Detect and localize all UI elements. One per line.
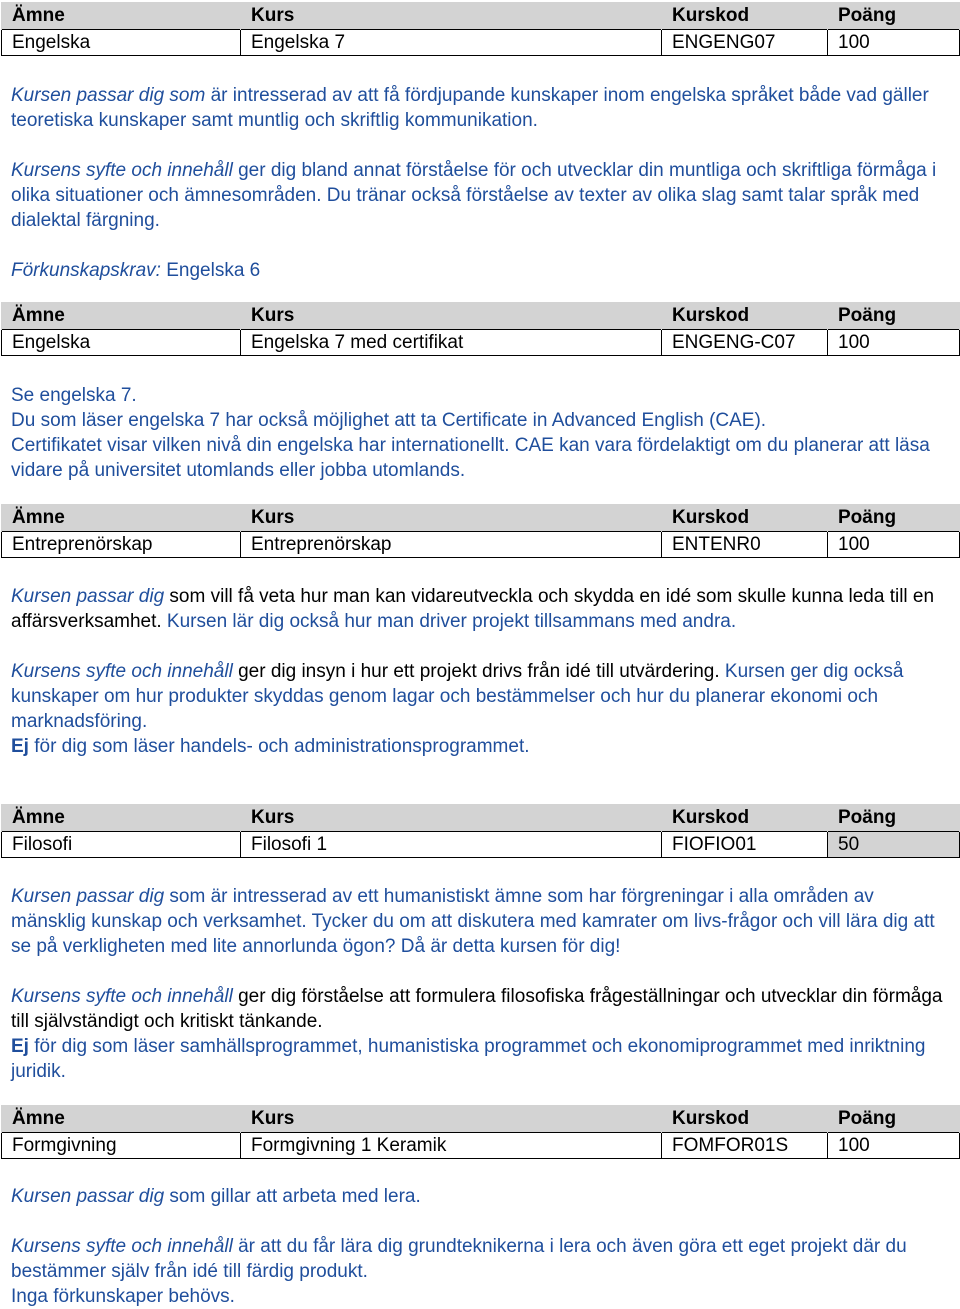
cell-course: Entreprenörskap xyxy=(241,532,662,558)
course-section-engelska-7-certifikat xyxy=(0,302,960,483)
paragraph-see xyxy=(11,383,950,483)
header-points: Poäng xyxy=(828,805,960,832)
label-syfte: Kursens syfte och innehåll xyxy=(11,160,233,181)
header-points: Poäng xyxy=(828,505,960,532)
label-passar: Kursen passar dig som xyxy=(11,85,206,106)
cell-subject: Entreprenörskap xyxy=(2,532,241,558)
header-points: Poäng xyxy=(828,303,960,330)
course-section-engelska-7 xyxy=(0,2,960,283)
header-points: Poäng xyxy=(828,1106,960,1133)
paragraph-syfte xyxy=(11,1234,950,1309)
table-row xyxy=(2,30,960,56)
label-ej: Ej xyxy=(11,1036,29,1057)
cell-course: Engelska 7 xyxy=(241,30,662,56)
cell-course: Engelska 7 med certifikat xyxy=(241,330,662,356)
table-row xyxy=(2,532,960,558)
text-cae-benefit: CAE kan vara fördelaktigt om du planerar att läsa vidare på universitet utomlands eller jobba utomlands. xyxy=(11,435,930,481)
paragraph-passar xyxy=(11,83,950,133)
table-row xyxy=(2,832,960,858)
cell-code: FOMFOR01S xyxy=(662,1133,828,1159)
course-section-formgivning xyxy=(0,1105,960,1309)
label-syfte: Kursens syfte och innehåll xyxy=(11,661,233,682)
table-header-row xyxy=(2,1106,960,1133)
table-header-row xyxy=(2,805,960,832)
label-passar: Kursen passar dig xyxy=(11,886,165,907)
paragraph-passar xyxy=(11,1184,950,1209)
header-subject: Ämne xyxy=(2,505,241,532)
text-ej: för dig som läser handels- och administrationsprogrammet. xyxy=(28,736,530,757)
cell-code: ENTENR0 xyxy=(662,532,828,558)
paragraph-syfte xyxy=(11,158,950,233)
label-syfte: Kursens syfte och innehåll xyxy=(11,986,233,1007)
cell-points: 100 xyxy=(828,1133,960,1159)
header-subject: Ämne xyxy=(2,303,241,330)
header-course: Kurs xyxy=(241,805,662,832)
header-code: Kurskod xyxy=(662,505,828,532)
cell-code: ENGENG-C07 xyxy=(662,330,828,356)
paragraph-passar xyxy=(11,584,950,634)
course-description xyxy=(0,83,960,283)
course-table xyxy=(1,1105,960,1159)
header-course: Kurs xyxy=(241,505,662,532)
header-course: Kurs xyxy=(241,3,662,30)
cell-course: Formgivning 1 Keramik xyxy=(241,1133,662,1159)
table-header-row xyxy=(2,3,960,30)
header-code: Kurskod xyxy=(662,1106,828,1133)
label-prereq: Förkunskapskrav: xyxy=(11,260,161,281)
text-ej: för dig som läser samhällsprogrammet, humanistiska programmet och ekonomiprogrammet med inriktning juridik. xyxy=(11,1036,926,1082)
course-description xyxy=(0,1184,960,1309)
header-course: Kurs xyxy=(241,303,662,330)
table-row xyxy=(2,1133,960,1159)
text-passar-2: Kursen lär dig också hur man driver projekt tillsammans med andra. xyxy=(161,611,737,632)
header-subject: Ämne xyxy=(2,805,241,832)
text-passar: som vill få veta hur man kan vidareutveckla och skydda en idé som skulle kunna leda till en affärsverksamhet. xyxy=(11,586,935,632)
paragraph-syfte xyxy=(11,984,950,1084)
text-prereq: Inga förkunskaper behövs. xyxy=(11,1286,235,1307)
header-code: Kurskod xyxy=(662,303,828,330)
text-syfte-2: Kursen ger dig också kunskaper om hur produkter skyddas genom lagar och bestämmelser och hur du planerar ekonomi och marknadsföring. xyxy=(11,661,904,732)
course-table xyxy=(1,302,960,356)
text-passar: som är intresserad av ett humanistiskt ämne som har förgreningar i alla områden av mänsklig kunskap och verksamhet. Tycker du om att diskutera med kamrater om livs-frågor och vill lära dig att se på verkligheten med lite annorlunda ögon? Då är detta kursen för dig! xyxy=(11,886,935,957)
text-cae: Du som läser engelska 7 har också möjlighet att ta Certificate in Advanced English (CAE). xyxy=(11,410,767,431)
course-table xyxy=(1,2,960,56)
text-certifikat: Certifikatet visar vilken nivå din engelska har internationellt. xyxy=(11,435,510,456)
cell-points: 50 xyxy=(828,832,960,858)
text-passar: som gillar att arbeta med lera. xyxy=(164,1186,421,1207)
cell-subject: Engelska xyxy=(2,330,241,356)
table-row xyxy=(2,330,960,356)
text-syfte: ger dig förståelse att formulera filosofiska frågeställningar och utvecklar din förmåga till självständigt och kritiskt tänkande. xyxy=(11,986,943,1032)
course-section-filosofi xyxy=(0,804,960,1084)
cell-code: ENGENG07 xyxy=(662,30,828,56)
course-table xyxy=(1,504,960,558)
header-subject: Ämne xyxy=(2,3,241,30)
course-section-entreprenorskap xyxy=(0,504,960,759)
cell-points: 100 xyxy=(828,330,960,356)
text-passar: är intresserad av att få fördjupande kunskaper inom engelska språket både vad gäller teoretiska kunskaper samt muntlig och skriftlig kommunikation. xyxy=(11,85,929,131)
text-syfte: ger dig bland annat förståelse för och utvecklar din muntliga och skriftliga förmåga i olika situationer och ämnesområden. Du tränar också förståelse av texter av olika slag samt talar språk med dialektal färgning. xyxy=(11,160,937,231)
course-description xyxy=(0,584,960,759)
paragraph-passar xyxy=(11,884,950,959)
table-header-row xyxy=(2,303,960,330)
header-code: Kurskod xyxy=(662,805,828,832)
paragraph-syfte xyxy=(11,659,950,759)
cell-points: 100 xyxy=(828,30,960,56)
cell-course: Filosofi 1 xyxy=(241,832,662,858)
header-course: Kurs xyxy=(241,1106,662,1133)
text-syfte: ger dig insyn i hur ett projekt drivs från idé till utvärdering. xyxy=(232,661,720,682)
cell-points: 100 xyxy=(828,532,960,558)
label-passar: Kursen passar dig xyxy=(11,1186,165,1207)
table-header-row xyxy=(2,505,960,532)
cell-code: FIOFIO01 xyxy=(662,832,828,858)
label-syfte: Kursens syfte och innehåll xyxy=(11,1236,233,1257)
header-subject: Ämne xyxy=(2,1106,241,1133)
course-description xyxy=(0,884,960,1084)
text-syfte: är att du får lära dig grundteknikerna i lera och även göra ett eget projekt där du bestämmer själv från idé till färdig produkt. xyxy=(11,1236,907,1282)
label-passar: Kursen passar dig xyxy=(11,586,165,607)
cell-subject: Filosofi xyxy=(2,832,241,858)
header-points: Poäng xyxy=(828,3,960,30)
course-table xyxy=(1,804,960,858)
cell-subject: Formgivning xyxy=(2,1133,241,1159)
header-code: Kurskod xyxy=(662,3,828,30)
cell-subject: Engelska xyxy=(2,30,241,56)
course-description xyxy=(0,383,960,483)
paragraph-prereq xyxy=(11,258,950,283)
text-see: Se engelska 7. xyxy=(11,385,137,406)
label-ej: Ej xyxy=(11,736,29,757)
text-prereq: Engelska 6 xyxy=(160,260,261,281)
